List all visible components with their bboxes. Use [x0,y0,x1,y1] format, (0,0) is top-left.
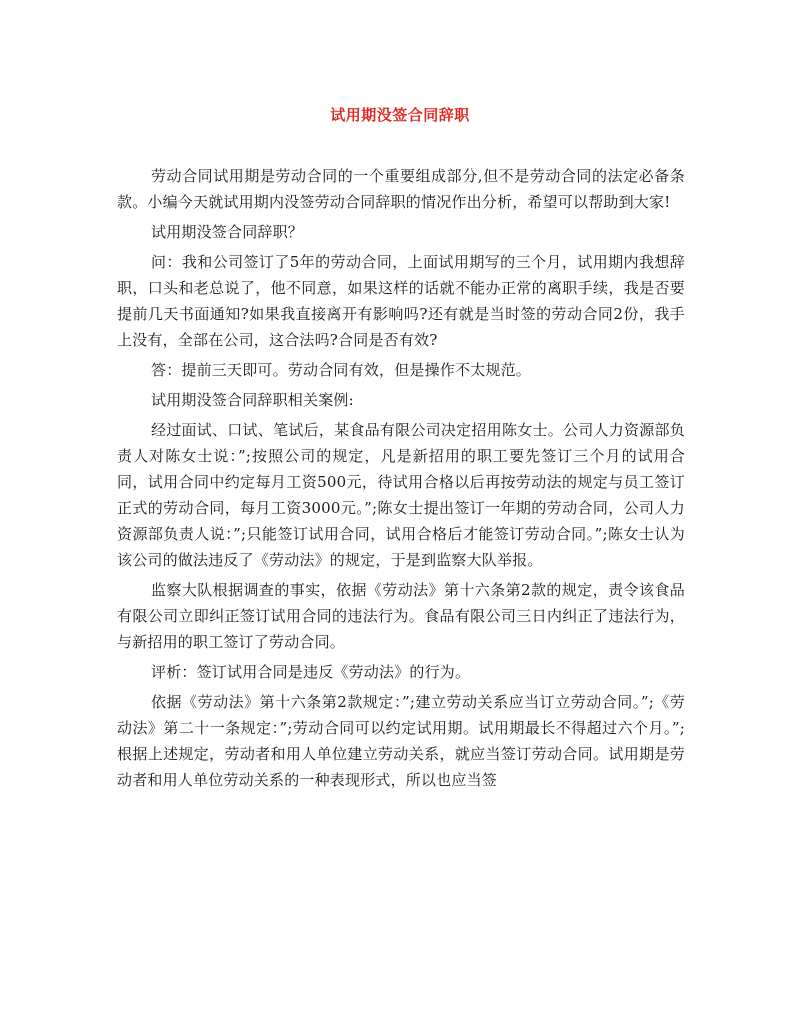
paragraph-intro: 劳动合同试用期是劳动合同的一个重要组成部分,但不是劳动合同的法定必备条款。小编今天就试用期内没签劳动合同辞职的情况作出分析，希望可以帮助到大家! [117,167,685,211]
paragraph-inspection: 监察大队根据调查的事实，依据《劳动法》第十六条第2款的规定，责令该食品有限公司立即纠正签订试用合同的违法行为。食品有限公司三日内纠正了违法行为，与新招用的职工签订了劳动合同。 [117,581,685,651]
document-body [117,163,685,797]
paragraph-case: 经过面试、口试、笔试后，某食品有限公司决定招用陈女士。公司人力资源部负责人对陈女士说：”;按照公司的规定，凡是新招用的职工要先签订三个月的试用合同，试用合同中约定每月工资500元，待试用合格以后再按劳动法的规定与员工签订正式的劳动合同，每月工资3000元。”;陈女士提出签订一年期的劳动合同，公司人力资源部负责人说：”;只能签订试用合同，试用合格后才能签订劳动合同。”;陈女士认为该公司的做法违反了《劳动法》的规定，于是到监察大队举报。 [117,421,685,569]
paragraph-question-heading: 试用期没签合同辞职？ [151,223,304,241]
paragraph-answer: 答：提前三天即可。劳动合同有效，但是操作不太规范。 [151,361,532,379]
paragraph-analysis: 评析：签订试用合同是违反《劳动法》的行为。 [151,663,471,681]
paragraph-case-heading: 试用期没签合同辞职相关案例: [151,391,354,409]
document-title: 试用期没签合同辞职 [330,106,470,124]
paragraph-question: 问：我和公司签订了5年的劳动合同，上面试用期写的三个月，试用期内我想辞职，口头和老总说了，他不同意，如果这样的话就不能办正常的离职手续，我是否要提前几天书面通知?如果我直接离开有影响吗?还有就是当时签的劳动合同2份，我手上没有，全部在公司，这合法吗?合同是否有效? [117,253,685,349]
paragraph-legal-basis: 依据《劳动法》第十六条第2款规定：”;建立劳动关系应当订立劳动合同。”;《劳动法》第二十一条规定：”;劳动合同可以约定试用期。试用期最长不得超过六个月。”;根据上述规定，劳动者和用人单位建立劳动关系，就应当签订劳动合同。试用期是劳动者和用人单位劳动关系的一种表现形式，所以也应当签 [117,693,685,789]
